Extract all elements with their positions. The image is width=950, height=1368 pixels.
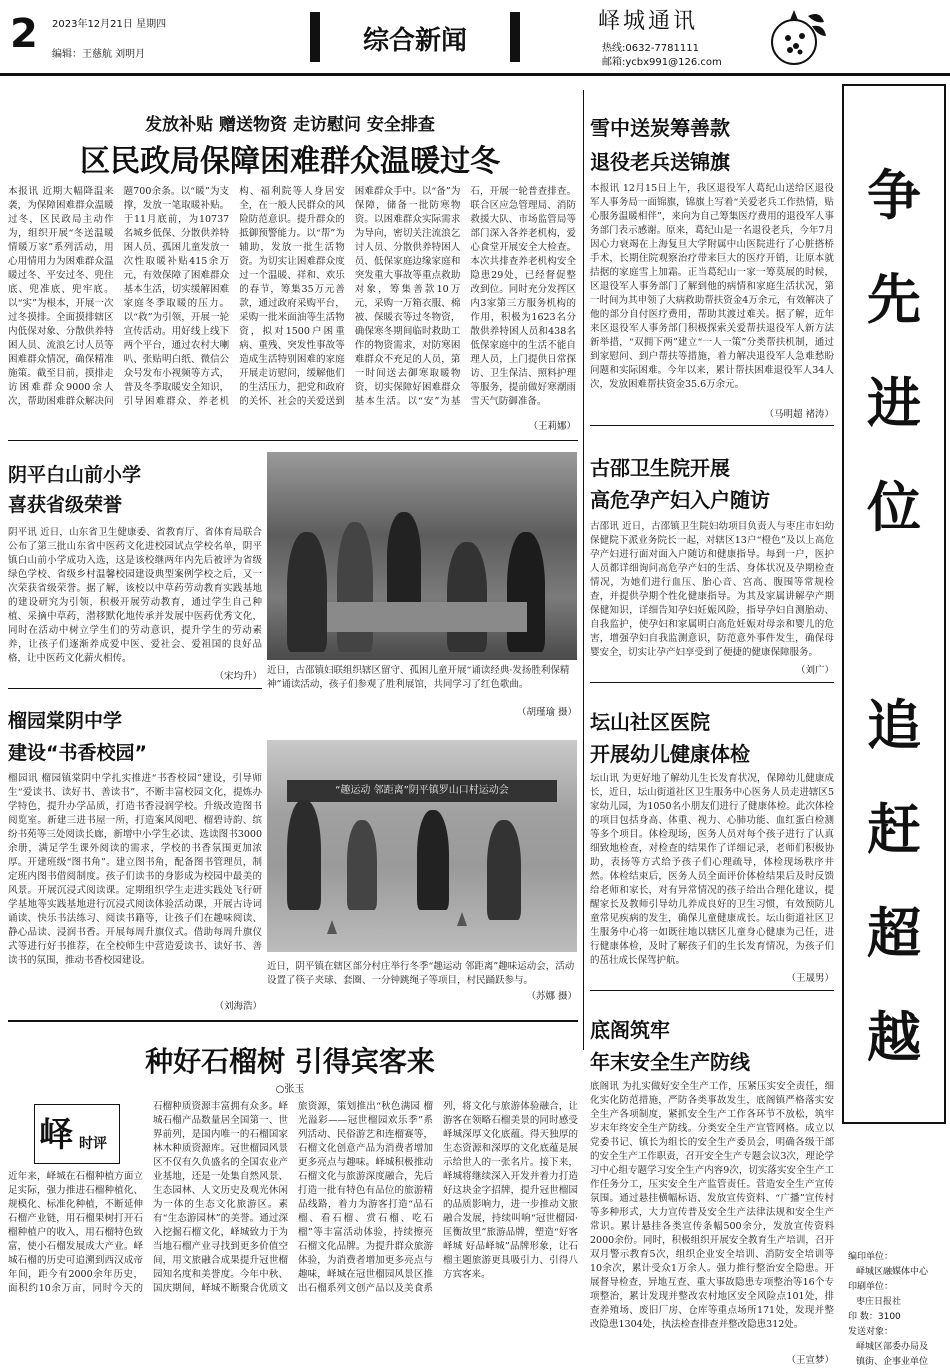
feature-body-text: 近年来，峄城在石榴种植方面立足实际，强力推进石榴种植化、规模化、标准化种植，不断延伸石榴产业链，用石榴果树打开石榴种植户的收入，用石榴特色致富，使小石榴发展成大产业。峄城石榴的历史可追溯到西汉成帝年间，距今有2000余年历史，面积约10余万亩，同时今天的石榴种质资源丰富拥有众多。峄城石榴产品数量居全国第一、世界前列，是国内唯一的石榴国家林木种质资源库。冠世榴园风景区不仅有久负盛名的全国农业产业基地，还是一处集自然风景、生态园林、人文历史及观光休闲为一体的生态文化旅游区。素有“生态游园林”的美誉。通过深入挖掘石榴文化，峄城致力于为当地石榴产业寻找到更多价值空间，用文旅融合成果提升冠世榴园知名度和美誉度。今年中秋、国庆期间，峄城不断聚合优质文旅资源，策划推出“秋色满园 榴光溢彩——冠世榴园欢乐季”系列活动、民俗游艺和连榴赛等，石榴文化创意产品为消费者增加更多亮点与趣味。峄城积极推动石榴文化与旅游深度融合，先后打造一批有特色有品位的旅游精品线路，着力为游客打造“品石榴、看石榴、赏石榴、吃石榴”等丰富活动体验，持续擦亮石榴文化品牌。为提升群众旅游体验，为消费者增加更多亮点与趣味，峄城在冠世榴园风景区推出石榴系列文创产品以及美食系列，将文化与旅游体验融合，让游客在领略石榴美景的同时感受峄城深厚文化底蕴。得天独厚的生态资源和深厚的文化底蕴是展示给世人的一张名片。接下来，峄城将继续深入开发并着力打造好这块金字招牌，提升冠世榴园的品质影响力，进一步推动文旅融合发展，持续叫响“冠世榴园·匡衡故里”旅游品牌，塑造“好客峄城 好品峄城”品牌形象，让石榴主题旅游更具吸引力、引得八方宾客来。 <box>8 1101 578 1294</box>
story-right2-credit: （刘广） <box>795 665 834 676</box>
page-number: 2 <box>10 11 38 57</box>
story-left1-title1: 阴平白山前小学 <box>8 464 142 486</box>
slogan-char-5: 追 <box>867 694 921 757</box>
story-right1-credit: （马明超 褚涛） <box>764 409 834 420</box>
section-divider <box>8 440 578 441</box>
lead-body: 本报讯 近期大幅降温来袭，为保障困难群众温暖过冬，区民政局主动作为，组织开展“冬送温暖 情暖万家”系列活动，用心用情用力为困难群众温暖过冬、平安过冬、兜住底、兜准底、兜牢底。以“实”为根本，开展一次过冬摸排。全面摸排辖区内低保对象、分散供养特困人员、流浪乞讨人员等困难群众情况，确保精准施策。截至目前，摸排走访困难群众9000余人次，帮助困难群众解决问题700余条。以“暖”为支撑，发放一笔取暖补贴。于11月底前，为10737名城乡低保、分散供养特困人员、孤困儿童发放一次性取暖补贴415余万元，有效保障了困难群众基本生活，切实缓解困难家庭冬季取暖的压力。以“救”为引领，开展一轮宣传活动。用好线上线下两个平台，通过农村大喇叭、张贴明白纸、微信公众号发布小视频等方式，普及冬季取暖安全知识，引导困难群众、养老机构、福利院等人身居安全，在一般人民群众的风险防范意识。提升群众的抵御预警能力。以“帮”为辅助，发放一批生活物资。为切实让困难群众度过一个温暖、祥和、欢乐的春节，筹集35万元善款，通过政府采购平台，采购一批米面油等生活物资，拟对1500户困重病、重残、突发性事故等造成生活特别困难的家庭开展走访慰问，缓解他们的生活压力，把党和政府的关怀、社会的关爱送到困难群众手中。以“备”为保障，储备一批防寒物资。以困难群众实际需求为导向，密切关注流浪乞讨人员、分散供养特困人员、低保家庭边缘家庭和突发重大事故等重点救助对象，筹集善款10万元，采购一万箱衣服、棉被、保暖衣等过冬物资，确保寒冬期间临时救助工作的物资需求，对防寒困难群众不充足的人员，第一时间送去御寒取暖物资，切实保障好困难群众基本生活。以“安”为基石，开展一轮普查排查。联合区应急管理局、消防救援大队、市场监管局等部门深入各养老机构，爱心食堂开展安全大检查。本次共排查养老机构安全隐患29处，已经督促整改到位。同时充分发挥区内3家第三方服务机构的作用，积极为1623名分散供养特困人员和438名低保家庭中的生活不能自理人员，上门提供日常探访、卫生保洁、照料护理等服务，提前做好寒潮雨雪天气防御准备。 <box>8 186 576 407</box>
info-line: 印刷单位： <box>848 1282 894 1292</box>
lead-credit: （王莉娜） <box>528 421 576 432</box>
lead-kicker: 发放补贴 赠送物资 走访慰问 安全排查 <box>145 115 435 135</box>
info-line: 枣庄日报社 <box>856 1297 902 1307</box>
story-left2-title1: 榴园棠阴中学 <box>8 710 123 732</box>
feature-byline: ○张玉 <box>275 1084 305 1095</box>
feature-body <box>8 1100 578 1362</box>
story-right2-title1: 古邵卫生院开展 <box>590 456 730 480</box>
slogan-char-4: 位 <box>867 476 921 539</box>
feature-badge-spacer <box>8 1100 128 1170</box>
story-right3-body: 坛山讯 为更好地了解幼儿生长发育状况，保障幼儿健康成长，近日，坛山街道社区卫生服务中心医务人员走进辖区5家幼儿园，为1050名小朋友们进行了健康体检。此次体检的项目包括身高、体重、视力、心肺功能、血红蛋白检测等多个项目。体检现场，医务人员对每个孩子进行了认真细致地检查，对检查的结果作了详细记录，老师们积极协助，表扬等方式给予孩子们心理疏导，体检现场秩序井然。体检结束后，医务人员全面评价体检结果后及时反馈给老师和家长，对有异常情况的孩子给出合理化建议，提醒家长及教师引导幼儿养成良好的卫生习惯，有效预防儿童常见疾病的发生，确保儿童健康成长。坛山街道社区卫生服务中心将一如既往地以辖区儿童身心健康为己任，进行健康体检，及时了解孩子们的生长发育情况，为孩子们的茁壮成长保驾护航。 <box>590 773 834 966</box>
info-line: 镇街、企事业单位 <box>856 1357 929 1367</box>
lead-title: 区民政局保障困难群众温暖过冬 <box>80 144 500 179</box>
story-left2-credit: （刘海浩） <box>214 1001 262 1012</box>
slogan-char-6: 赶 <box>867 798 921 861</box>
photo-reading-event <box>267 452 577 660</box>
divider-r2 <box>590 682 834 683</box>
story-left2-title2: 建设“书香校园” <box>8 742 147 764</box>
story-right1-title2: 退役老兵送锦旗 <box>590 150 730 174</box>
paper-brand: 峄城通讯 <box>598 9 699 34</box>
story-right4-body: 底阁讯 为扎实做好安全生产工作，压紧压实安全责任，细化实化防范措施，严防各类事故发生，底阁镇严格落实安全生产各项制度，紧抓安全生产工作各环节不放松，筑牢岁末年终安全生产防线。分类安全生产宣管网格。成立以党委书记、镇长为组长的安全生产委员会，明确各级干部的安全生产工作职责，召开安全生产专题会议3次，理论学习中心组专题学习安全生产内容9次，切实落实安全生产工作任务分工，压实安全生产监管责任。营造安全生产宣传氛围。通过悬挂横幅标语、发放宣传资料、“广播”宣传村等多种形式，大力宣传普及安全生产法律法规和安全生产常识。累计悬挂各类宣传条幅500余分，发放宣传资料2000余份。同时，积极组织开展安全教育生产培训，召开双月警示教育5次，组织企业安全培训、消防安全培训等10余次，累计受众1万余人。强力推行整治安全隐患。开展督导检查，异地互查、重大事故隐患专项整治等16个专项整治，累计发现并整改农村地区安全风险点101处，排查养殖场、废旧厂房、仓库等重点场所171处，发现并整改隐患1304处，执法检查排查并整改隐患312处。 <box>590 1081 834 1330</box>
slogan-char-3: 进 <box>867 372 921 435</box>
story-right3-title1: 坛山社区医院 <box>590 710 710 734</box>
story-right3-credit: （王晟男） <box>786 973 834 984</box>
photo1-caption: 近日，古邵镇妇联组织辖区留守、孤困儿童开展“诵读经典·发扬胜利保精神”诵读活动，孩子们参观了胜利展馆，共同学习了红色歌曲。 <box>267 665 570 690</box>
story-right1-body: 本报讯 12月15日上午，我区退役军人葛纪山送给区退役军人事务局一面锦旗，锦旗上写着“关爱老兵工作热情，贴心服务温暖相伴”，来向为自己筹集医疗费用的退役军人事务部门表示感谢。原来，葛纪山是一名退役老兵，今年7月因心力衰竭在上海复旦大学附属中山医院进行了心脏搭桥手术，长期住院观察治疗带来巨大的医疗开销，让原本就拮据的家庭雪上加霜。正当葛纪山一家一筹莫展的时候，区退役军人事务部门了解到他的病情和家庭生活状况，第一时间为其申领了大病救助帮扶资金4万余元，有效解决了他的部分自付医疗费用，帮助其渡过难关。据了解，近年来区退役军人事务部门积极探索关爱帮扶退役军人新方法新举措，“双拥下两”建立“一人一策”分类帮扶机制，通过到家慰问、到户帮扶等措施，着力解决退役军人急难愁盼问题和实际困难。今年以来，累计帮扶困难退役军人34人次，发放困难帮扶资金35.6万余元。 <box>590 183 834 390</box>
hotline: 热线:0632-7781111 <box>602 43 699 54</box>
divider-r3 <box>590 990 834 991</box>
story-left1-body: 阴平讯 近日，山东省卫生健康委、省教育厅、省体育局联合公布了第三批山东省中医药文化进校园试点学校名单，阴平镇白山前小学成功入选，这是该校继两年内先后被评为省级绿色学校、省级乡村温馨校园建设典型案例学校之后，又一次荣获省级荣誉。据了解，该校以中草药劳动教育实践基地的建设研究为引领，积极开展劳动教育，通过学生自己种植、采摘中草药，潜移默化地传承并发展中医药优秀文化，同时在活动中树立学生们的劳动意识，提升学生的劳动素养，让孩子们逐渐养成爱中医、爱社会、爱祖国的良好品格，让中医药文化薪火相传。 <box>8 527 262 664</box>
slogan-char-1: 争 <box>867 164 921 227</box>
photo2-banner: “趣运动 邻距离”阴平镇罗山口村运动会 <box>287 780 557 802</box>
story-left1-title2: 喜获省级荣誉 <box>8 494 123 516</box>
section-bar-right <box>510 12 520 62</box>
photo-sports-meet <box>267 740 577 952</box>
section-bar-left <box>310 12 320 62</box>
slogan-char-7: 超 <box>867 902 921 965</box>
info-line: 编印单位： <box>848 1252 894 1262</box>
story-right4-title1: 底阁筑牢 <box>590 1018 670 1042</box>
header-rule <box>0 73 950 76</box>
divider-r1 <box>590 425 834 426</box>
commentary-badge-big: 峄 <box>39 1115 73 1155</box>
story-right1-title1: 雪中送炭筹善款 <box>590 116 730 140</box>
photo2-credit: （苏娜 摄） <box>526 991 577 1002</box>
section-title: 综合新闻 <box>362 26 467 56</box>
photo2-caption: 近日，阴平镇在辖区部分村庄举行冬季“趣运动 邻距离”趣味运动会，活动设置了筷子夹球、套圈、一分钟跳绳子等项目，村民踊跃参与。 <box>267 961 575 986</box>
slogan-char-8: 越 <box>867 1006 921 1069</box>
feature-title: 种好石榴树 引得宾客来 <box>145 1045 435 1078</box>
story-right2-body: 古邵讯 近日，古邵镇卫生院妇幼项目负责人与枣庄市妇幼保健院下派业务院长一起，对辖区13户“橙色”及以上高危孕产妇进行面对面入户随访和健康指导。每到一户，医护人员都详细询问高危孕产妇的生活、身体状况及孕期检查情况，为她们进行血压、胎心音、宫高、腹围等常规检查，并提供孕期个性化健康指导。为其及家属讲解孕产期保健知识，详细告知孕妇妊娠风险，指导孕妇自测胎动、自我监护，使孕妇和家属明白高危妊娠对母亲和婴儿的危害，增强孕妇自我监测意识，防范意外事件发生，确保母婴安全，切实让孕产妇享受到了便捷的健康保障服务。 <box>590 521 834 658</box>
editors: 编辑：王慈航 刘明月 <box>52 49 146 60</box>
info-line: 发送对象： <box>848 1327 894 1337</box>
email: 邮箱:ycbx991@126.com <box>602 57 722 68</box>
slogan-char-2: 先 <box>867 268 921 331</box>
info-line: 峄城区部委办局及 <box>856 1342 929 1352</box>
story-left1-credit: （宋均升） <box>214 671 262 682</box>
info-line: 峄城区融媒体中心 <box>856 1267 929 1277</box>
story-left2-body: 榴园讯 榴园镇棠阴中学扎实推进“书香校园”建设，引导师生“爱读书、读好书、善读书”，不断丰富校园文化，提炼办学特色，提升办学品质，打造书香浸润学校。升级改造图书阅览室。新建三进书屋一所，打造案风阅吧、榴碧诗韵、缤纷书苑等三处阅读长廊，新增中小学生必读、选读图书3000余册，满足学生课外阅读的需求，学校的书香氛围更加浓厚。开建班级“图书角”。建立图书角，配备图书管理员，制定班内图书借阅制度。孩子们读书的身影成为校园中最美的风景。开展沉浸式阅读课。定期组织学生走进实践处飞行研学基地等实践基地进行沉浸式阅读体验活动课，开展古诗词诵读、快乐书法练习、阅读书籍等，让孩子们在趣味阅读、静心品读、浸润书香。开展每周升旗仪式。借助每周升旗仪式等进行好书推荐，在全校师生中营造爱读书、读好书、善读书的氛围，推动书香校园建设。 <box>8 773 262 966</box>
pomegranate-logo <box>760 2 830 72</box>
story-right2-title2: 高危孕产妇入户随访 <box>590 488 770 512</box>
column-divider <box>583 90 584 1050</box>
story-right4-credit: （王宣梦） <box>786 1355 834 1366</box>
slogan-banner <box>842 84 946 1124</box>
divider-l1 <box>8 688 262 689</box>
publisher-info <box>848 1250 948 1368</box>
commentary-badge-small: 时评 <box>79 1136 107 1152</box>
contact-info <box>602 42 722 70</box>
feature-rule <box>8 1020 578 1022</box>
story-right3-title2: 开展幼儿健康体检 <box>590 742 750 766</box>
info-line: 印 数：3100 <box>848 1312 901 1322</box>
photo1-credit: （胡瑾瑜 摄） <box>516 707 577 718</box>
issue-date: 2023年12月21日 星期四 <box>52 19 167 30</box>
story-right4-title2: 年末安全生产防线 <box>590 1050 750 1074</box>
